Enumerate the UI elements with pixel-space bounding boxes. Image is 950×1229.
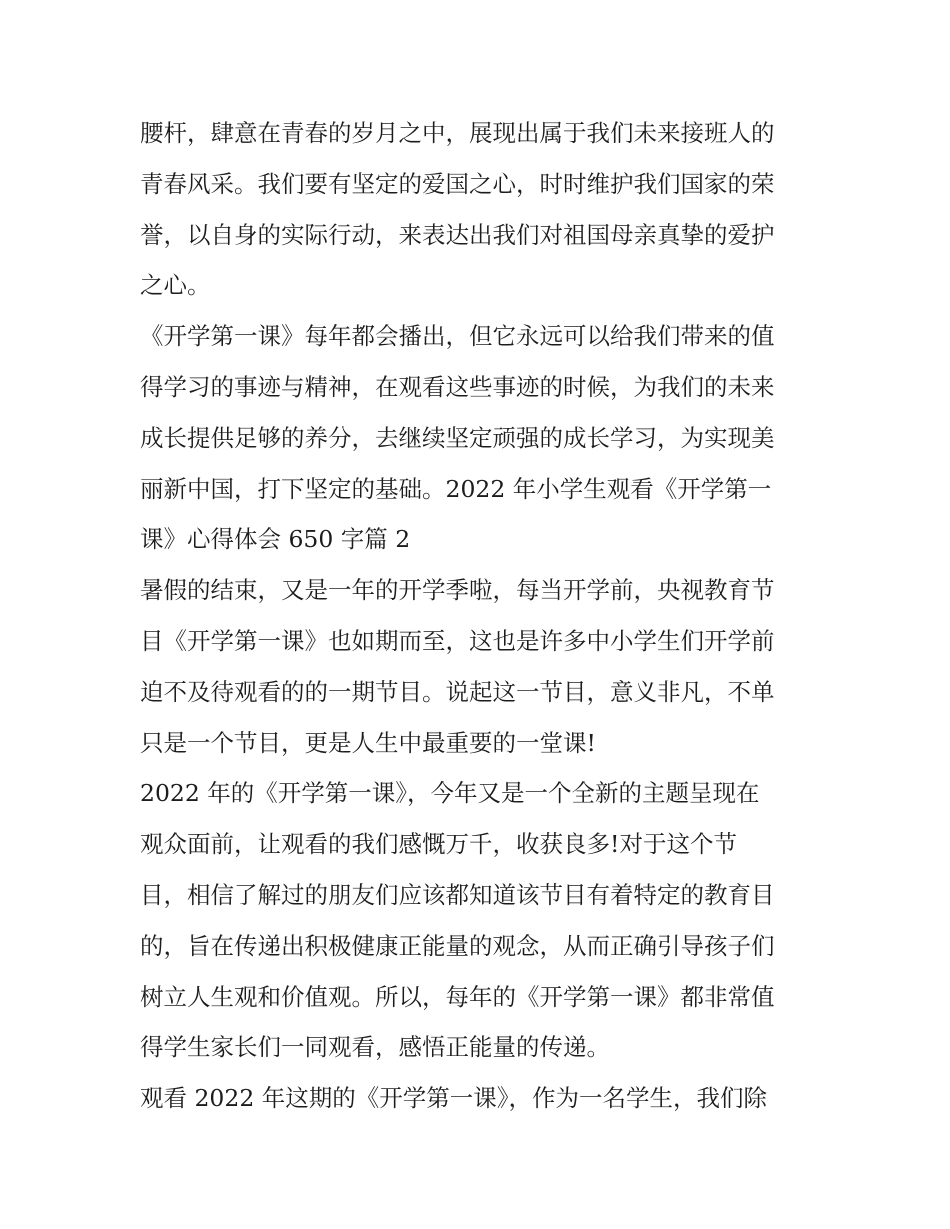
text-line-14: 2022 年的《开学第一课》，今年又是一个全新的主题呈现在 — [140, 779, 760, 808]
text-line-10: 暑假的结束，又是一年的开学季啦，每当开学前，央视教育节 — [140, 576, 775, 605]
text-line-3: 誉，以自身的实际行动，来表达出我们对祖国母亲真挚的爱护 — [140, 220, 775, 249]
text-line-4: 之心。 — [140, 271, 211, 300]
text-line-18: 树立人生观和价值观。所以，每年的《开学第一课》都非常值 — [140, 982, 775, 1011]
text-line-9: 课》心得体会 650 字篇 2 — [140, 525, 411, 554]
text-line-5: 《开学第一课》每年都会播出，但它永远可以给我们带来的值 — [140, 322, 775, 351]
text-line-8: 丽新中国，打下坚定的基础。2022 年小学生观看《开学第一 — [140, 474, 772, 503]
text-line-16: 目，相信了解过的朋友们应该都知道该节目有着特定的教育目 — [140, 880, 775, 909]
text-line-13: 只是一个节目，更是人生中最重要的一堂课! — [140, 728, 596, 757]
text-line-6: 得学习的事迹与精神，在观看这些事迹的时候，为我们的未来 — [140, 372, 775, 401]
text-line-19: 得学生家长们一同观看，感悟正能量的传递。 — [140, 1033, 610, 1062]
text-line-17: 的，旨在传递出积极健康正能量的观念，从而正确引导孩子们 — [140, 931, 775, 960]
text-line-15: 观众面前，让观看的我们感慨万千，收获良多!对于这个节 — [140, 830, 737, 859]
text-line-20: 观看 2022 年这期的《开学第一课》，作为一名学生，我们除 — [140, 1084, 767, 1113]
text-line-7: 成长提供足够的养分，去继续坚定顽强的成长学习，为实现美 — [140, 423, 775, 452]
text-line-1: 腰杆，肆意在青春的岁月之中，展现出属于我们未来接班人的 — [140, 119, 775, 147]
text-line-11: 目《开学第一课》也如期而至，这也是许多中小学生们开学前 — [140, 626, 775, 655]
text-line-12: 迫不及待观看的的一期节目。说起这一节目，意义非凡，不单 — [140, 677, 775, 706]
text-line-2: 青春风采。我们要有坚定的爱国之心，时时维护我们国家的荣 — [140, 169, 775, 198]
document-body — [140, 108, 820, 1124]
